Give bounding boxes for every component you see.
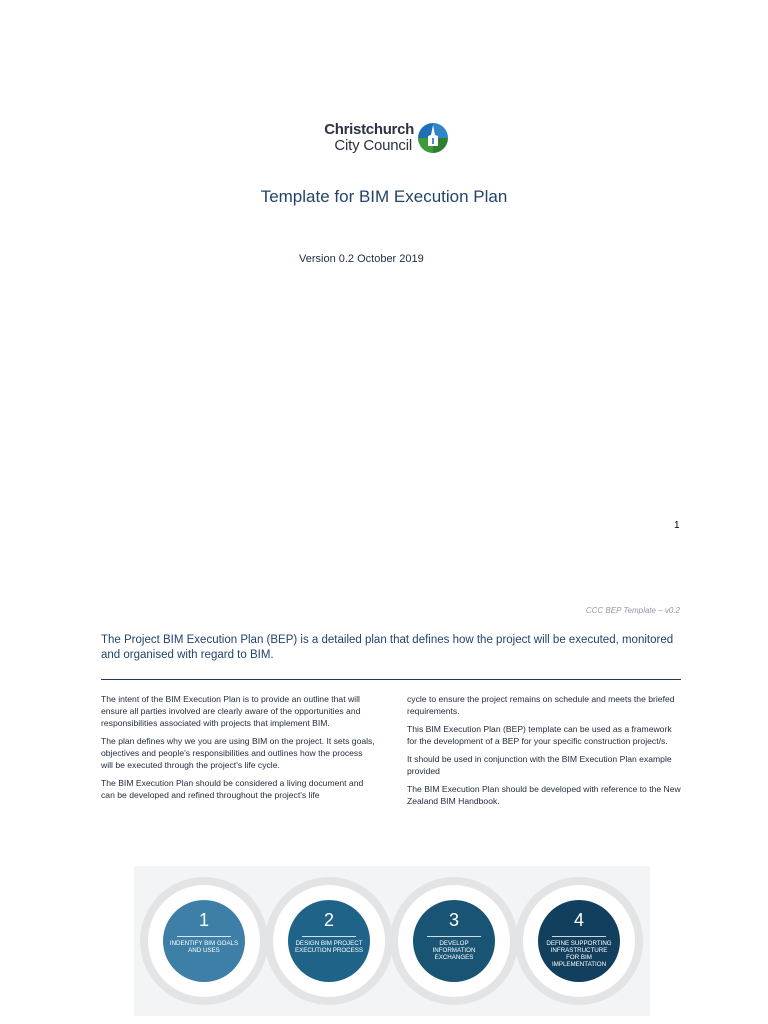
- body-paragraph: The intent of the BIM Execution Plan is to provide an outline that will ensure all parties involved are clearly aware of the opportunities and responsibilities associated with projects that implement BIM.: [101, 694, 361, 728]
- step-number: 2: [323, 910, 334, 930]
- running-header-prefix: CCC BEP Template –: [585, 606, 665, 615]
- body-paragraph: The BIM Execution Plan should be developed with reference to the New Zealand BIM Handbook.: [407, 784, 681, 806]
- step-label: DEFINE SUPPORTING INFRASTRUCTURE FOR BIM IMPLEMENTATION: [546, 940, 612, 968]
- process-step-3: [390, 877, 518, 1005]
- step-label: INDENTIFY BIM GOALS AND USES: [169, 940, 239, 954]
- running-header-version: v0.2: [664, 606, 680, 615]
- left-column: [101, 693, 376, 807]
- bep-process-diagram: [134, 866, 650, 1016]
- process-step-1: [140, 877, 268, 1005]
- step-circle: [538, 900, 620, 982]
- body-paragraph: The plan defines why we you are using BIM on the project. It sets goals, objectives and people's responsibilities and outlines how the process will be executed through the project's life cycle.: [101, 736, 375, 770]
- section-divider: [101, 679, 681, 680]
- process-step-2: [265, 877, 393, 1005]
- christchurch-logo: [318, 120, 450, 158]
- running-header: [586, 606, 680, 615]
- step-circle: [413, 900, 495, 982]
- step-circle: [163, 900, 245, 982]
- right-column: [407, 693, 682, 813]
- step-number: 3: [448, 910, 459, 930]
- logo-line-2: City Council: [334, 137, 412, 154]
- step-circle: [288, 900, 370, 982]
- body-paragraph: This BIM Execution Plan (BEP) template can be used as a framework for the development of a BEP for your specific construction project/s.: [407, 724, 672, 746]
- logo-line-1: Christchurch: [324, 121, 414, 138]
- step-number: 4: [573, 910, 584, 930]
- version-date: Version 0.2 October 2019: [299, 253, 424, 265]
- page-number: 1: [674, 520, 680, 531]
- step-label: DEVELOP INFORMATION EXCHANGES: [432, 940, 476, 961]
- step-number: 1: [198, 910, 209, 930]
- logo-wordmark: [318, 122, 414, 154]
- body-paragraph: cycle to ensure the project remains on schedule and meets the briefed requirements.: [407, 694, 675, 716]
- document-title: Template for BIM Execution Plan: [260, 187, 508, 206]
- body-paragraph: The BIM Execution Plan should be considered a living document and can be developed and refined throughout the project's life: [101, 778, 364, 800]
- step-label: DESIGN BIM PROJECT EXECUTION PROCESS: [294, 940, 364, 954]
- intro-paragraph: The Project BIM Execution Plan (BEP) is a detailed plan that defines how the project will be executed, monitored and organised with regard to BIM.: [101, 634, 674, 661]
- cathedral-emblem-icon: [417, 122, 449, 154]
- body-paragraph: It should be used in conjunction with the BIM Execution Plan example provided: [407, 754, 672, 776]
- process-step-4: [515, 877, 643, 1005]
